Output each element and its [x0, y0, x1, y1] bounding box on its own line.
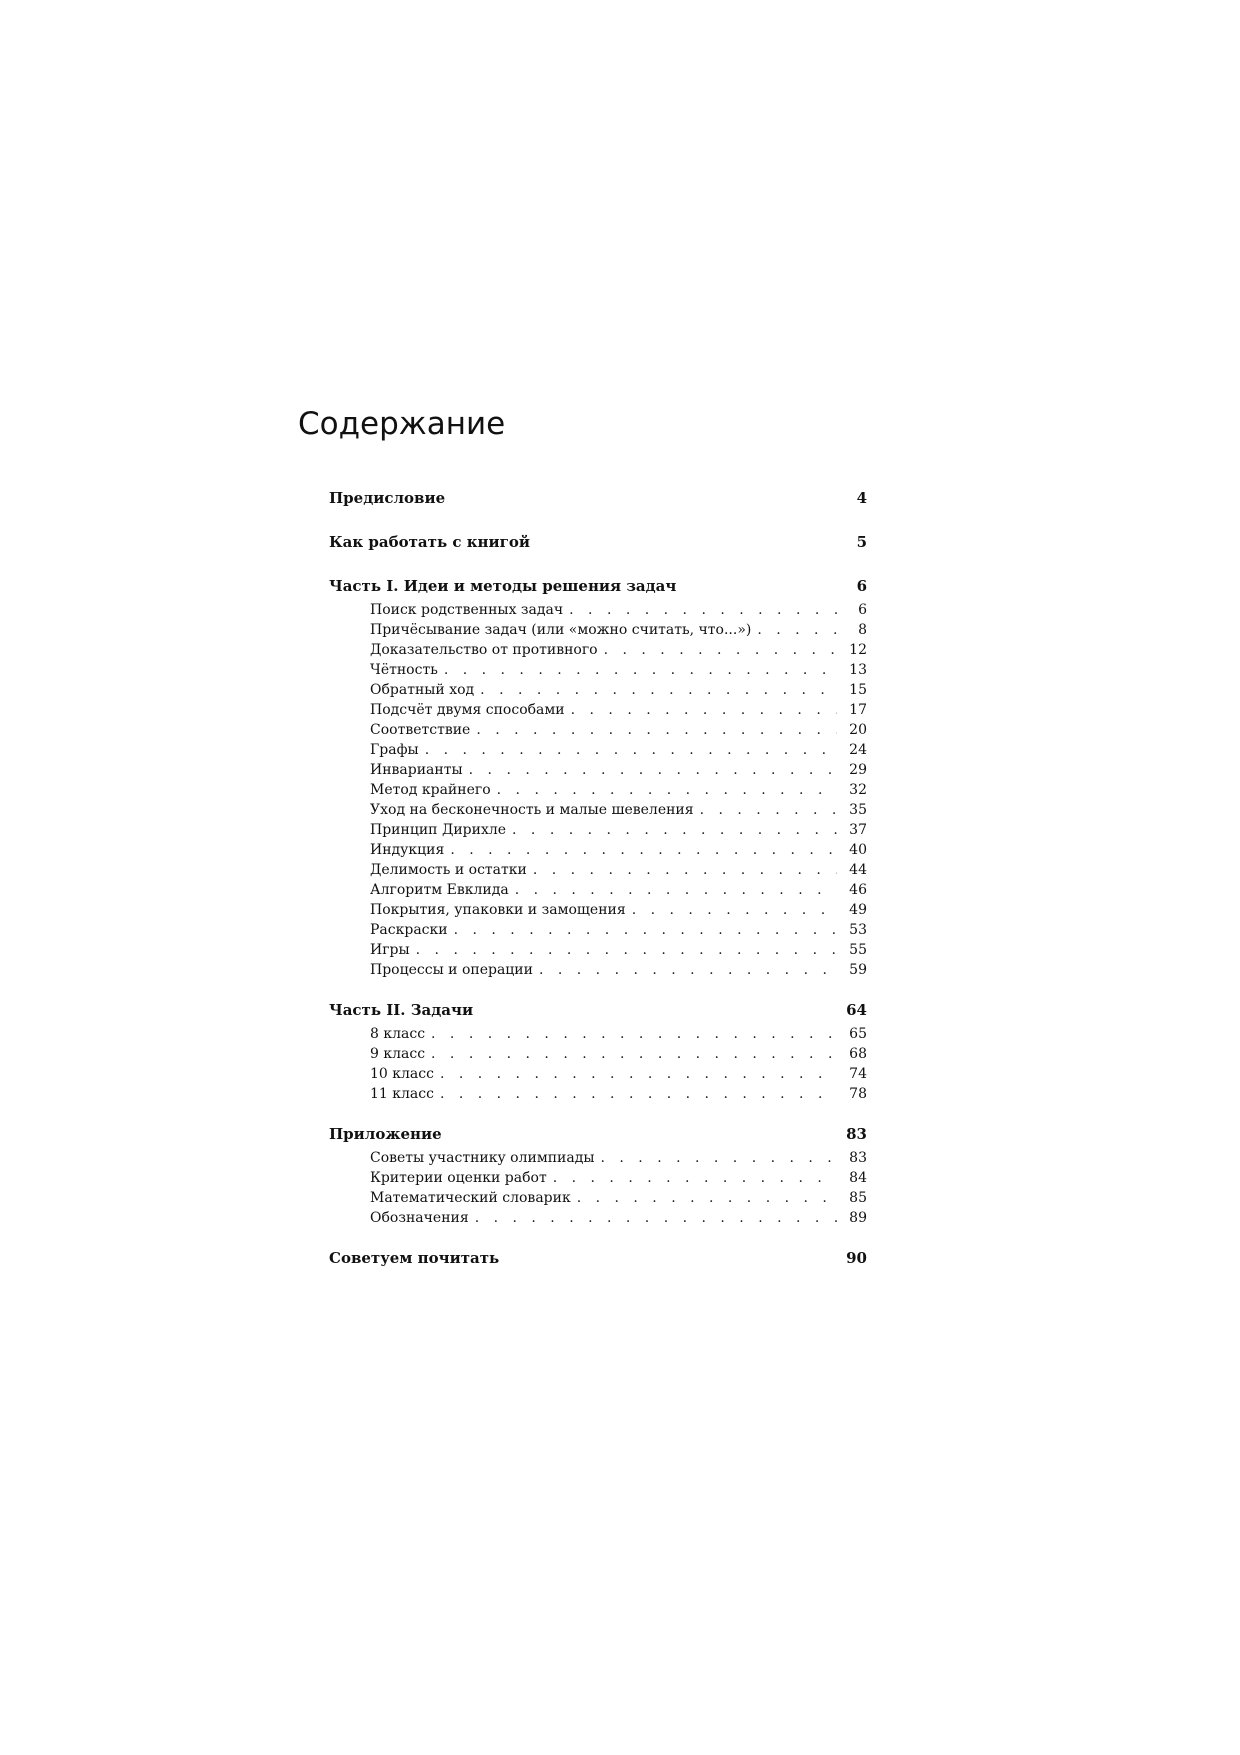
toc-entry[interactable]	[329, 1044, 867, 1064]
dot-leader	[444, 660, 837, 680]
dot-leader	[512, 820, 837, 840]
toc-entry[interactable]	[329, 1084, 867, 1104]
toc-entry-label: Поиск родственных задач	[370, 602, 564, 618]
toc-entry-page: 44	[849, 862, 867, 878]
toc-entry[interactable]	[329, 1168, 867, 1188]
toc-entry-label: Подсчёт двумя способами	[370, 702, 565, 718]
toc-entry-label: Игры	[370, 942, 410, 958]
toc-heading-label: Как работать с книгой	[329, 533, 530, 551]
toc-entry-page: 53	[849, 922, 867, 938]
toc-heading-page: 64	[846, 1001, 867, 1019]
toc-entry[interactable]	[329, 1024, 867, 1044]
toc-entry-page: 13	[849, 662, 867, 678]
toc-entry-page: 24	[849, 742, 867, 758]
toc-entry-label: Обозначения	[370, 1210, 469, 1226]
dot-leader	[497, 780, 837, 800]
toc-heading-page: 90	[846, 1249, 867, 1267]
toc-entry-page: 20	[849, 722, 867, 738]
toc-entry-label: Раскраски	[370, 922, 448, 938]
toc-entry-page: 65	[849, 1026, 867, 1042]
toc-entry-label: Критерии оценки работ	[370, 1170, 547, 1186]
toc-entry[interactable]	[329, 1148, 867, 1168]
toc-entry-label: Доказательство от противного	[370, 642, 598, 658]
toc-entry-page: 74	[849, 1066, 867, 1082]
toc-heading[interactable]	[329, 528, 867, 556]
dot-leader	[469, 760, 837, 780]
toc-entry[interactable]	[329, 620, 867, 640]
toc-entry[interactable]	[329, 860, 867, 880]
toc-entry-label: 10 класс	[370, 1066, 434, 1082]
dot-leader	[440, 1064, 837, 1084]
toc-entry-page: 40	[849, 842, 867, 858]
toc-entry-label: Инварианты	[370, 762, 463, 778]
toc-section-how-to-use	[329, 528, 867, 556]
toc-entry-label: Соответствие	[370, 722, 471, 738]
toc-entry-label: Обратный ход	[370, 682, 475, 698]
dot-leader	[700, 800, 837, 820]
toc-entry[interactable]	[329, 600, 867, 620]
dot-leader	[425, 740, 837, 760]
toc-entry-label: Графы	[370, 742, 419, 758]
toc-heading-page: 83	[846, 1125, 867, 1143]
toc-entry-page: 6	[858, 602, 867, 618]
dot-leader	[533, 860, 837, 880]
toc-heading-label: Часть I. Идеи и методы решения задач	[329, 577, 677, 595]
toc-entry-page: 37	[849, 822, 867, 838]
toc-section-appendix	[329, 1120, 867, 1228]
toc-entry[interactable]	[329, 740, 867, 760]
toc-heading-page: 6	[856, 577, 867, 595]
dot-leader	[569, 600, 837, 620]
dot-leader	[431, 1044, 837, 1064]
toc-heading[interactable]	[329, 1244, 867, 1272]
toc-entry-page: 8	[858, 622, 867, 638]
dot-leader	[539, 960, 837, 980]
toc-entry-page: 59	[849, 962, 867, 978]
toc-heading-label: Советуем почитать	[329, 1249, 500, 1267]
toc-entry[interactable]	[329, 960, 867, 980]
toc-heading[interactable]	[329, 572, 867, 600]
toc-entry[interactable]	[329, 700, 867, 720]
dot-leader	[632, 900, 837, 920]
toc-entry[interactable]	[329, 640, 867, 660]
toc-heading-label: Часть II. Задачи	[329, 1001, 474, 1019]
toc-entry[interactable]	[329, 800, 867, 820]
toc-entry-label: Индукция	[370, 842, 445, 858]
toc-entry[interactable]	[329, 880, 867, 900]
toc-entry[interactable]	[329, 1188, 867, 1208]
toc-entry-label: Советы участнику олимпиады	[370, 1150, 595, 1166]
toc-entry[interactable]	[329, 820, 867, 840]
toc-section-part-2	[329, 996, 867, 1104]
toc-entry-page: 15	[849, 682, 867, 698]
toc-heading[interactable]	[329, 484, 867, 512]
dot-leader	[757, 620, 837, 640]
toc-heading-page: 4	[856, 489, 867, 507]
toc-section-part-1	[329, 572, 867, 980]
toc-section-recommended-reading	[329, 1244, 867, 1272]
toc-entry-page: 83	[849, 1150, 867, 1166]
toc-entry-label: Метод крайнего	[370, 782, 491, 798]
toc-entry[interactable]	[329, 940, 867, 960]
toc-entry-page: 46	[849, 882, 867, 898]
toc-entry-page: 68	[849, 1046, 867, 1062]
toc-entry[interactable]	[329, 840, 867, 860]
dot-leader	[416, 940, 837, 960]
toc-entry-page: 89	[849, 1210, 867, 1226]
dot-leader	[604, 640, 837, 660]
dot-leader	[475, 1208, 837, 1228]
toc-entry-label: Процессы и операции	[370, 962, 533, 978]
toc-entry-label: Делимость и остатки	[370, 862, 527, 878]
toc-entry-page: 17	[849, 702, 867, 718]
toc-entry-label: Уход на бесконечность и малые шевеления	[370, 802, 694, 818]
toc-heading-label: Приложение	[329, 1125, 442, 1143]
toc-heading[interactable]	[329, 1120, 867, 1148]
toc-entry-page: 49	[849, 902, 867, 918]
toc-heading-label: Предисловие	[329, 489, 446, 507]
toc-entry[interactable]	[329, 760, 867, 780]
toc-entry-label: Математический словарик	[370, 1190, 571, 1206]
dot-leader	[601, 1148, 838, 1168]
toc-section-preface	[329, 484, 867, 512]
toc-entry-label: 11 класс	[370, 1086, 434, 1102]
toc-entry-page: 32	[849, 782, 867, 798]
toc-entry-page: 12	[849, 642, 867, 658]
dot-leader	[431, 1024, 837, 1044]
toc-entry[interactable]	[329, 660, 867, 680]
dot-leader	[476, 720, 837, 740]
toc-entry-page: 84	[849, 1170, 867, 1186]
toc-entry[interactable]	[329, 900, 867, 920]
dot-leader	[454, 920, 837, 940]
table-of-contents	[329, 484, 867, 1288]
toc-entry-page: 35	[849, 802, 867, 818]
toc-entry[interactable]	[329, 780, 867, 800]
toc-entry-label: Причёсывание задач (или «можно считать, что...»)	[370, 622, 752, 638]
toc-entry[interactable]	[329, 720, 867, 740]
dot-leader	[571, 700, 837, 720]
toc-entry-page: 29	[849, 762, 867, 778]
toc-entry-page: 78	[849, 1086, 867, 1102]
toc-entry-label: Алгоритм Евклида	[370, 882, 509, 898]
toc-entry[interactable]	[329, 1208, 867, 1228]
dot-leader	[515, 880, 837, 900]
dot-leader	[577, 1188, 837, 1208]
toc-entry-label: Чётность	[370, 662, 438, 678]
toc-entry-page: 85	[849, 1190, 867, 1206]
toc-entry[interactable]	[329, 680, 867, 700]
toc-entry-label: Покрытия, упаковки и замощения	[370, 902, 626, 918]
toc-entry[interactable]	[329, 1064, 867, 1084]
dot-leader	[480, 680, 837, 700]
toc-entry[interactable]	[329, 920, 867, 940]
toc-heading[interactable]	[329, 996, 867, 1024]
toc-entry-page: 55	[849, 942, 867, 958]
toc-heading-page: 5	[856, 533, 867, 551]
toc-entry-label: Принцип Дирихле	[370, 822, 507, 838]
dot-leader	[553, 1168, 837, 1188]
toc-entry-label: 9 класс	[370, 1046, 426, 1062]
dot-leader	[450, 840, 837, 860]
toc-entry-label: 8 класс	[370, 1026, 426, 1042]
page-title: Содержание	[298, 406, 506, 442]
dot-leader	[440, 1084, 837, 1104]
